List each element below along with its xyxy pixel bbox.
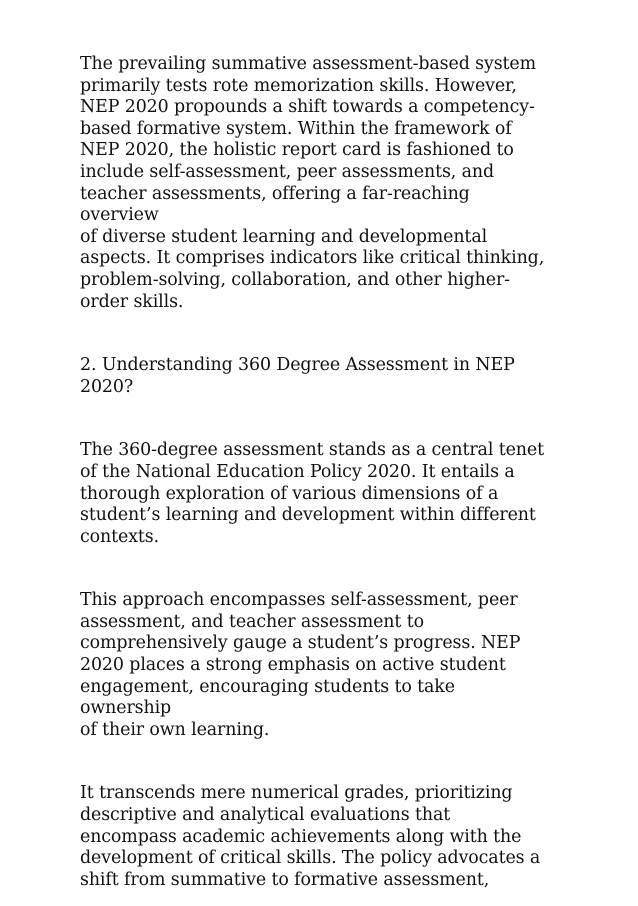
paragraph-approach: This approach encompasses self-assessment, peer assessment, and teacher assessment to comprehensively gauge a student’s progress. NEP 2020 places a strong emphasis on active student engagement, encouraging students to take ownership of their own learning. xyxy=(80,590,521,740)
paragraph-summative-vs-formative: The prevailing summative assessment-based system primarily tests rote memorization skills. However, NEP 2020 propounds a shift towards a competency- based formative system. Within the framework of NEP 2020, the holistic report card is fashioned to include self-assessment, peer assessments, and teacher assessments, offering a far-reaching overview of diverse student learning and developmental aspects. It comprises indicators like critical thinking, problem-solving, collaboration, and other higher- order skills. xyxy=(80,54,545,312)
section-heading-360-assessment: 2. Understanding 360 Degree Assessment in NEP 2020? xyxy=(80,355,515,397)
document-page xyxy=(80,54,545,891)
paragraph-transcends-grades: It transcends mere numerical grades, prioritizing descriptive and analytical evaluations that encompass academic achievements along with the development of critical skills. The policy advocates a shift from summative to formative assessment, xyxy=(80,783,541,890)
paragraph-360-central-tenet: The 360-degree assessment stands as a central tenet of the National Education Policy 2020. It entails a thorough exploration of various dimensions of a student’s learning and development within different contexts. xyxy=(80,440,544,547)
